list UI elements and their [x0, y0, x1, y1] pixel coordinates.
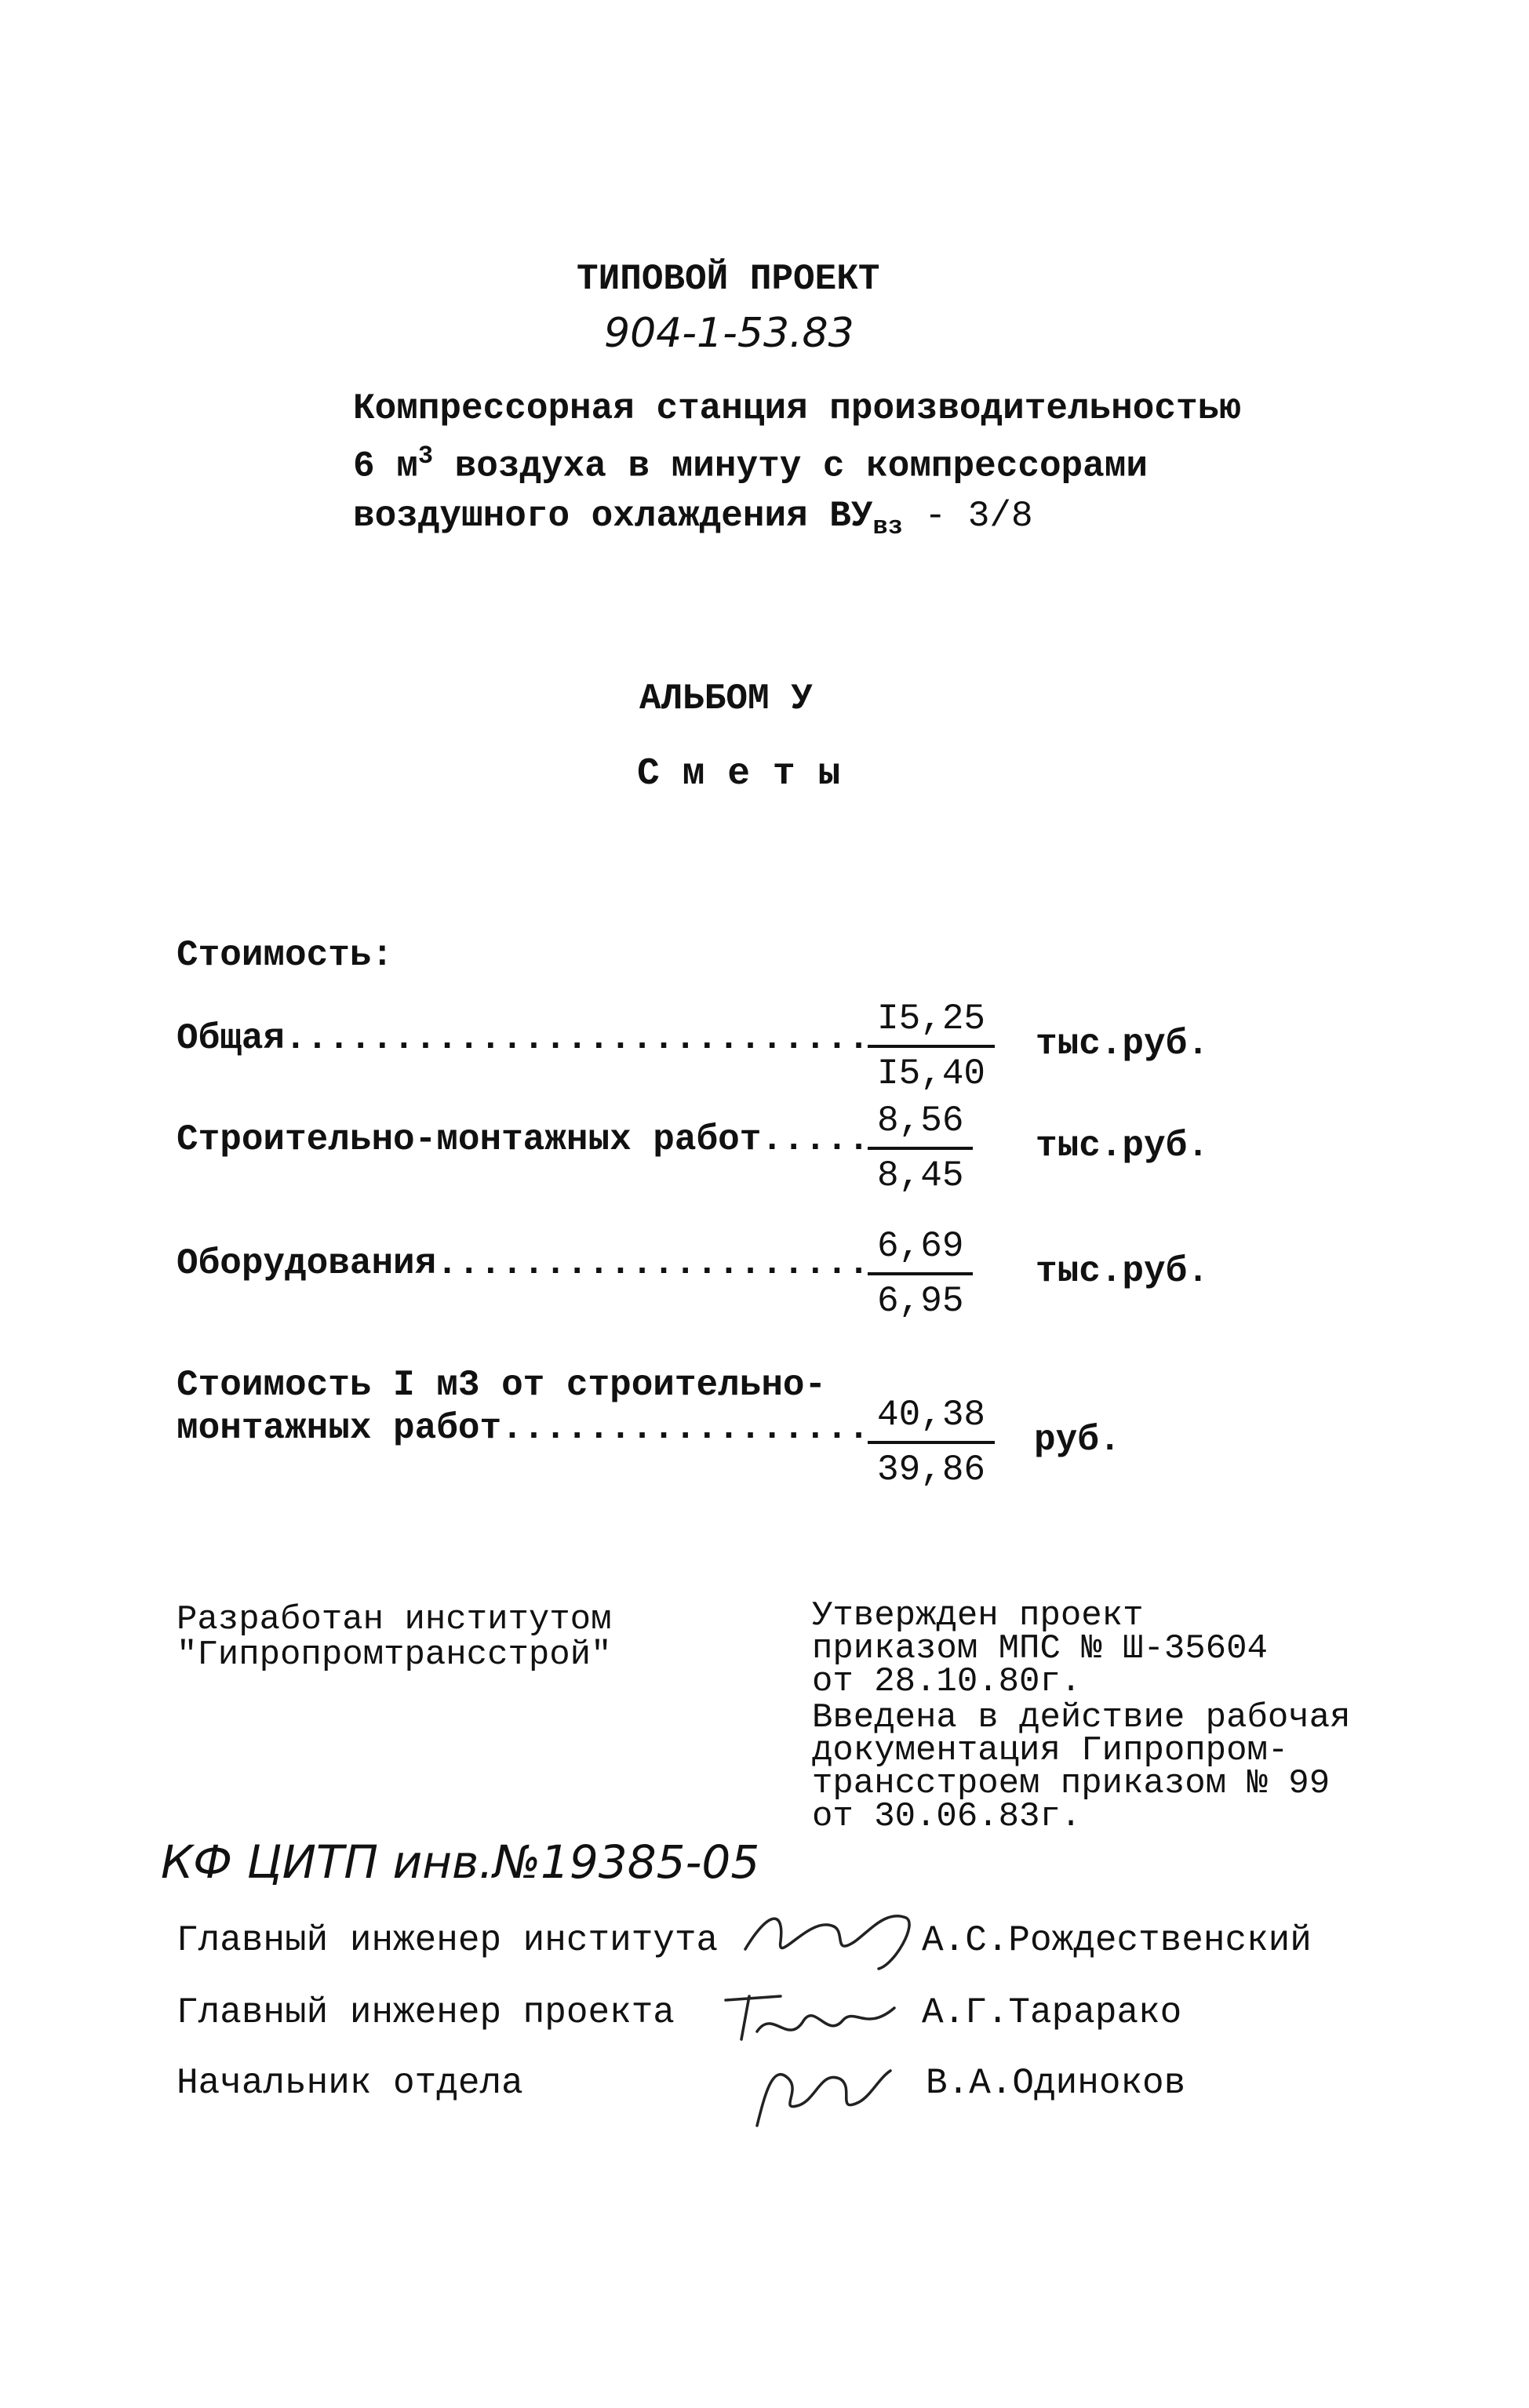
signature-mark [741, 2047, 898, 2141]
cost-fraction-top: 6,69 [868, 1224, 973, 1275]
cost-row-unit: тыс.руб. [1036, 1126, 1209, 1166]
subscript-vz: вз [872, 512, 903, 542]
superscript-3: 3 [417, 442, 434, 471]
cost-last-label-line-1: Стоимость I м3 от строительно- [177, 1365, 827, 1406]
cost-fraction [868, 1224, 973, 1324]
cost-fraction-top: 40,38 [868, 1392, 995, 1444]
signature-name: А.С.Рождественский [922, 1920, 1312, 1961]
approval-line-5: документация Гипропром- [812, 1731, 1289, 1770]
cost-last-label-line-2: монтажных работ................. [177, 1408, 870, 1449]
cost-fraction [868, 1392, 995, 1493]
description-line-2 [353, 442, 1148, 486]
cost-row-unit: руб. [1034, 1420, 1121, 1460]
album-label: АЛЬБОМ У [639, 678, 813, 719]
signature-name: А.Г.Тарарако [922, 1992, 1182, 2033]
developer-line-1: Разработан институтом [177, 1600, 612, 1639]
signature-mark [737, 1894, 941, 1973]
cost-heading: Стоимость: [177, 935, 394, 976]
cost-fraction-bottom: 6,95 [877, 1281, 964, 1322]
cost-fraction-bottom: 8,45 [877, 1155, 964, 1196]
cost-fraction [868, 1098, 973, 1199]
signature-name: В.А.Одинокoв [926, 2063, 1186, 2104]
inventory-number: КФ ЦИТП инв.№19385-05 [161, 1835, 760, 1889]
cost-row-unit: тыс.руб. [1036, 1024, 1209, 1064]
cost-row-label: Оборудования.................... [177, 1243, 870, 1284]
approval-line-1: Утвержден проект [812, 1596, 1144, 1635]
developer-line-2: "Гипропромтрансстрой" [177, 1635, 612, 1675]
description-line-1: Компрессорная станция производительностью [353, 388, 1241, 429]
cost-fraction-bottom: I5,40 [877, 1053, 986, 1094]
signature-mark [718, 1977, 906, 2055]
project-number: 904-1-53.83 [604, 310, 854, 357]
album-title: С м е т ы [637, 753, 841, 795]
signature-role: Главный инженер института [177, 1920, 719, 1961]
signature-role: Начальник отдела [177, 2063, 523, 2104]
approval-line-3: от 28.10.80г. [812, 1662, 1082, 1701]
project-type: ТИПОВОЙ ПРОЕКТ [577, 259, 880, 300]
cost-fraction [868, 996, 995, 1097]
approval-line-4: Введена в действие рабочая [812, 1698, 1351, 1737]
cost-row-label: Общая........................... [177, 1018, 870, 1059]
approval-line-7: от 30.06.83г. [812, 1797, 1082, 1836]
description-line-3-pre: воздушного охлаждения ВУ [353, 496, 873, 537]
cost-fraction-top: 8,56 [868, 1098, 973, 1150]
approval-line-6: трансстроем приказом № 99 [812, 1764, 1331, 1803]
cost-row-label: Строительно-монтажных работ..... [177, 1119, 870, 1160]
cost-row-unit: тыс.руб. [1036, 1251, 1209, 1292]
cost-fraction-bottom: 39,86 [877, 1450, 986, 1490]
description-line-2-post: воздуха в минуту с компрессорами [433, 446, 1148, 487]
description-line-2-pre: 6 м [353, 446, 418, 487]
description-line-3 [353, 496, 1033, 541]
description-line-3-post: - 3/8 [902, 496, 1033, 537]
cost-fraction-top: I5,25 [868, 996, 995, 1048]
approval-line-2: приказом МПС № Ш-35604 [812, 1629, 1268, 1668]
signature-role: Главный инженер проекта [177, 1992, 675, 2033]
